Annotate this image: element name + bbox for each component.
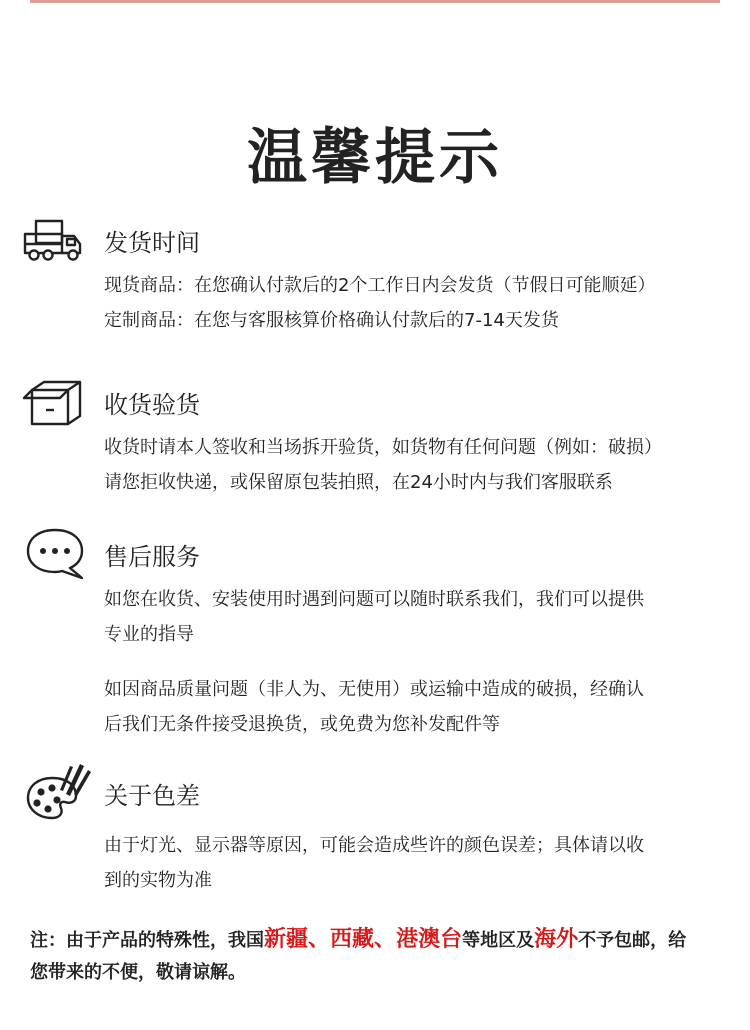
- region-xinjiang: 新疆: [264, 927, 309, 952]
- after-sales-paragraph-1: [104, 582, 742, 652]
- section-title: 收货验货: [104, 390, 200, 419]
- shipping-text: [104, 268, 742, 338]
- chat-bubble-icon: [22, 526, 94, 582]
- text-line: 到的实物为准: [104, 870, 212, 891]
- region-tibet: 西藏: [330, 927, 375, 952]
- note-suffix: 不予包邮，给: [578, 930, 687, 951]
- note-line-2: 您带来的不便，敬请谅解。: [30, 962, 246, 983]
- text-line: 请您拒收快递，或保留原包装拍照，在24小时内与我们客服联系: [104, 472, 613, 493]
- box-icon: [22, 374, 94, 430]
- section-color-difference: [22, 758, 742, 898]
- section-title: 发货时间: [104, 228, 200, 257]
- section-shipping-time: [22, 212, 742, 338]
- color-difference-text: [104, 828, 742, 898]
- text-line: 定制商品：在您与客服核算价格确认付款后的7-14天发货: [104, 310, 559, 331]
- truck-icon: [22, 212, 94, 268]
- after-sales-paragraph-2: [104, 672, 742, 742]
- note-prefix: 注：由于产品的特殊性，我国: [30, 930, 264, 951]
- page-title: 温馨提示: [247, 123, 503, 193]
- text-line: 如因商品质量问题（非人为、无使用）或运输中造成的破损，经确认: [104, 679, 644, 700]
- receiving-text: [104, 430, 742, 500]
- note-line-1: [30, 924, 725, 957]
- top-divider: [30, 0, 720, 3]
- section-after-sales: [22, 526, 742, 742]
- text-line: 后我们无条件接受退换货，或免费为您补发配件等: [104, 714, 500, 735]
- palette-icon: [22, 758, 94, 828]
- region-overseas: 海外: [534, 927, 579, 952]
- text-line: 如您在收货、安装使用时遇到问题可以随时联系我们，我们可以提供: [104, 589, 644, 610]
- section-receiving: [22, 374, 742, 500]
- text-line: 由于灯光、显示器等原因，可能会造成些许的颜色误差；具体请以收: [104, 835, 644, 856]
- text-line: 收货时请本人签收和当场拆开验货，如货物有任何问题（例如：破损）: [104, 437, 662, 458]
- text-line: 专业的指导: [104, 624, 194, 645]
- shipping-note: [30, 924, 725, 989]
- region-hk-macau-taiwan: 港澳台: [396, 927, 463, 952]
- text-line: 现货商品：在您确认付款后的2个工作日内会发货（节假日可能顺延）: [104, 275, 656, 296]
- note-middle: 等地区及: [462, 930, 535, 951]
- note-separator: 、: [308, 927, 331, 952]
- note-separator: 、: [374, 927, 397, 952]
- section-title: 售后服务: [104, 542, 200, 571]
- section-title: 关于色差: [104, 781, 200, 810]
